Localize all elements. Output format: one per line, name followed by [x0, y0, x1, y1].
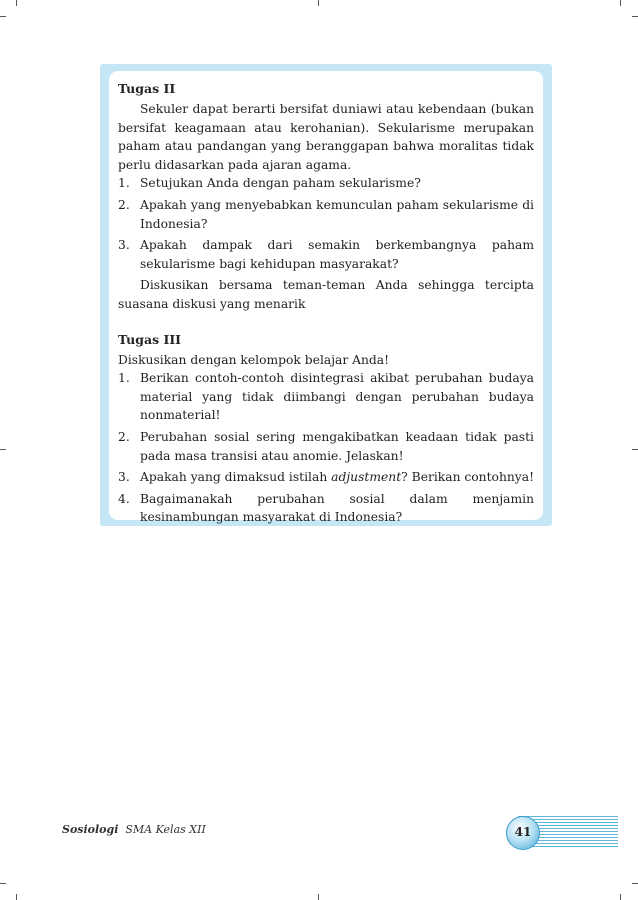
task-box — [100, 64, 552, 526]
crop-mark — [318, 894, 319, 900]
tugas-ii-intro: Sekuler dapat berarti bersifat duniawi atau kebendaan (bukan bersifat keagamaan atau kerohanian). Sekularisme merupakan paham atau pandangan yang beranggapan bahwa moralitas tidak perlu didasarkan pada ajaran agama. — [118, 102, 534, 172]
crop-mark — [0, 883, 6, 884]
tugas-ii-list — [118, 174, 534, 273]
list-item: 2. Perubahan sosial sering mengakibatkan keadaan tidak pasti pada masa transisi atau anomie. Jelaskan! — [118, 429, 534, 463]
list-item: 4. Bagaimanakah perubahan sosial dalam menjamin kesinambungan masyarakat di Indonesia? — [118, 491, 534, 525]
list-item: 3. Apakah dampak dari semakin berkembangnya paham sekularisme bagi kehidupan masyarakat? — [118, 238, 534, 271]
crop-mark — [318, 0, 319, 6]
task-box-content — [109, 71, 543, 525]
list-item: 1. Berikan contoh-contoh disintegrasi akibat perubahan budaya material yang tidak diimbangi dengan perubahan budaya nonmaterial! — [118, 371, 534, 423]
page-circle — [506, 816, 540, 850]
crop-mark — [632, 16, 638, 17]
crop-mark — [16, 894, 17, 900]
crop-mark — [620, 0, 621, 6]
list-item: 3. Apakah yang dimaksud istilah adjustment? Berikan contohnya! — [118, 470, 535, 485]
book-name: Sosiologi — [62, 823, 119, 836]
crop-mark — [632, 883, 638, 884]
tugas-iii-heading: Tugas III — [118, 331, 182, 347]
page-number-badge — [500, 810, 620, 854]
page-number: 41 — [514, 825, 532, 839]
tugas-iii-list — [118, 369, 534, 527]
crop-mark — [0, 449, 6, 450]
term-adjustment: adjustment — [331, 470, 402, 485]
list-item: 2. Apakah yang menyebabkan kemunculan paham sekularisme di Indonesia? — [118, 197, 534, 231]
tugas-ii-heading: Tugas II — [118, 81, 176, 96]
list-item: 1. Setujukan Anda dengan paham sekularisme? — [118, 176, 421, 191]
footer-book-title — [62, 823, 206, 836]
crop-mark — [620, 894, 621, 900]
crop-mark — [0, 16, 6, 17]
book-grade: SMA Kelas XII — [125, 823, 206, 836]
tugas-iii-intro: Diskusikan dengan kelompok belajar Anda! — [118, 352, 390, 367]
tugas-ii-closing: Diskusikan bersama teman-teman Anda sehingga tercipta suasana diskusi yang menarik — [118, 278, 534, 311]
crop-mark — [632, 449, 638, 450]
crop-mark — [16, 0, 17, 6]
